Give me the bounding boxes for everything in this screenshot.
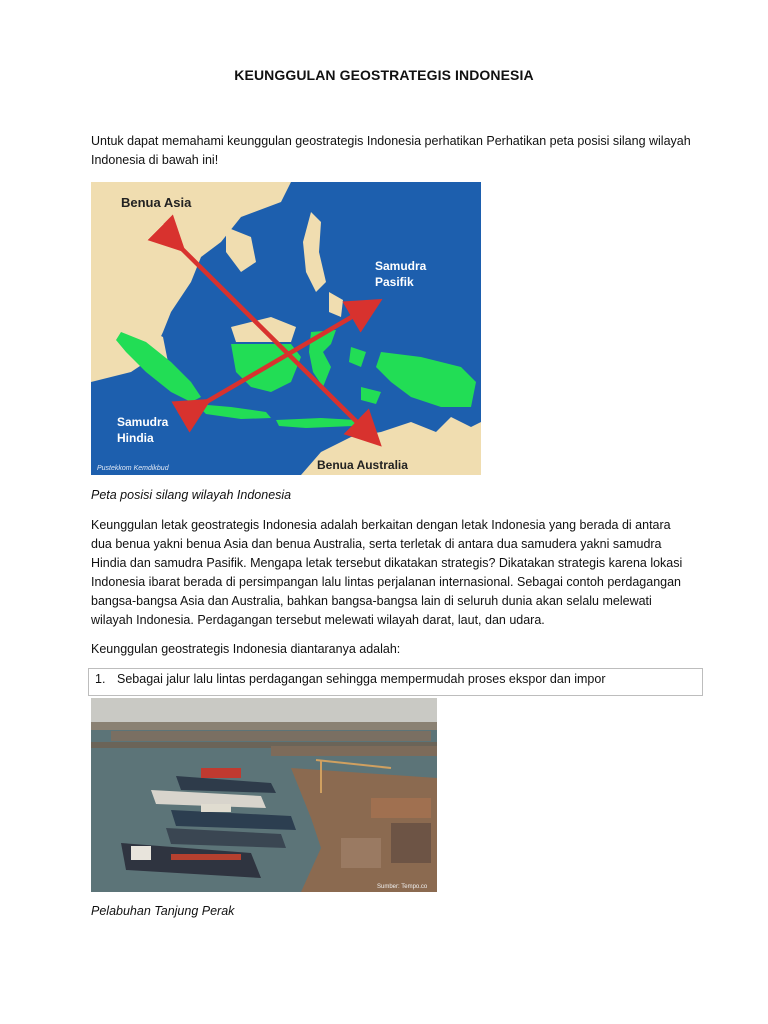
photo-credit: Sumber: Tempo.co xyxy=(377,884,428,890)
label-samudra-hindia-line2: Hindia xyxy=(117,431,154,445)
port-caption: Pelabuhan Tanjung Perak xyxy=(91,904,235,918)
map-credit: Pustekkom Kemdikbud xyxy=(97,465,169,472)
label-samudra-pasifik-line2: Pasifik xyxy=(375,275,414,289)
label-samudra-hindia-line1: Samudra xyxy=(117,415,169,429)
label-benua-asia: Benua Asia xyxy=(121,195,192,210)
map-caption: Peta posisi silang wilayah Indonesia xyxy=(91,488,292,502)
list-item xyxy=(88,668,703,696)
list-item-text: Sebagai jalur lalu lintas perdagangan sehingga mempermudah proses ekspor dan impor xyxy=(117,672,606,686)
label-samudra-pasifik-line1: Samudra xyxy=(375,259,427,273)
indonesia-cross-position-map xyxy=(91,182,481,475)
list-heading: Keunggulan geostrategis Indonesia diantaranya adalah: xyxy=(91,642,401,656)
page-title: KEUNGGULAN GEOSTRATEGIS INDONESIA xyxy=(234,67,534,83)
list-item-number: 1. xyxy=(95,672,106,686)
body-paragraph: Keunggulan letak geostrategis Indonesia adalah berkaitan dengan letak Indonesia yang berada di antara dua benua yakni benua Asia dan benua Australia, serta terletak di antara dua samudera yakni samudra Hindia dan samudra Pasifik. Mengapa letak tersebut dikatakan strategis? Dikatakan strategis karena lokasi Indonesia ibarat berada di persimpangan lalu lintas perjalanan internasional. Sebagai contoh perdagangan bangsa-bangsa Asia dan Australia, bahkan bangsa-bangsa lain di seluruh dunia akan selalu melewati wilayah Indonesia. Perdagangan tersebut melewati wilayah darat, laut, dan udara. xyxy=(91,518,683,627)
label-benua-australia: Benua Australia xyxy=(317,458,408,472)
port-photo xyxy=(91,698,437,892)
intro-paragraph: Untuk dapat memahami keunggulan geostrategis Indonesia perhatikan Perhatikan peta posisi silang wilayah Indonesia di bawah ini! xyxy=(91,134,691,167)
